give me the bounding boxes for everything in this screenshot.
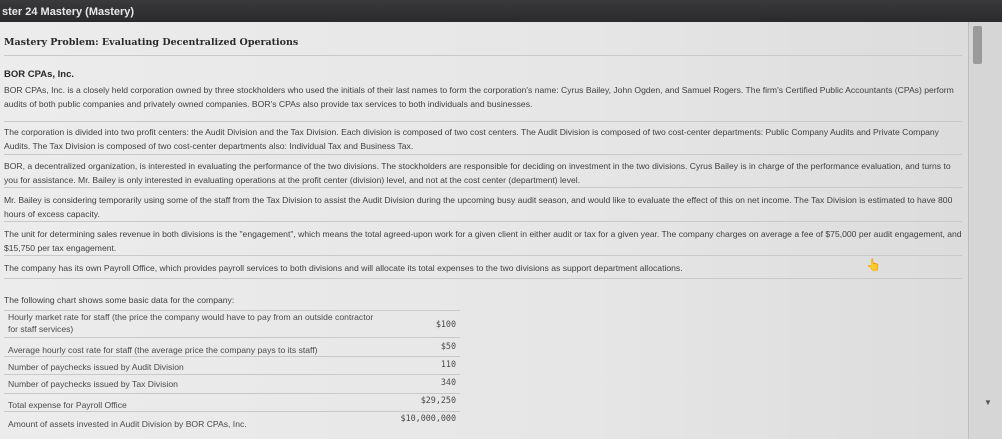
table-row-value: $100 bbox=[435, 319, 456, 329]
divider bbox=[4, 121, 962, 122]
paragraph-intro: BOR CPAs, Inc. is a closely held corporation owned by three stockholders who used the initials of their last names to form the corporation's name: Cyrus Bailey, John Ogden, and Samuel Rogers. The firm's Certified Public Accountants (CPAs) perform audits of both public companies and privately owned companies. BOR's CPAs also provide tax services to both individuals and businesses. bbox=[4, 85, 954, 109]
table-row-value: 340 bbox=[440, 377, 456, 387]
divider bbox=[4, 221, 962, 222]
table-row-rule bbox=[4, 393, 460, 394]
table-row-label: Average hourly cost rate for staff (the average price the company pays to its staff) bbox=[8, 345, 318, 355]
paragraph-chart-intro: The following chart shows some basic data for the company: bbox=[4, 295, 235, 305]
divider bbox=[4, 255, 962, 256]
divider bbox=[4, 187, 962, 188]
paragraph-engagement: The unit for determining sales revenue in both divisions is the "engagement", which means the total agreed-upon work for a given client in either audit or tax for a given year. The company charges on average a fee of $75,000 per audit engagement, and $15,750 per tax engagement. bbox=[4, 229, 962, 253]
table-row-label: Amount of assets invested in Audit Division by BOR CPAs, Inc. bbox=[8, 419, 247, 429]
scroll-down-arrow-icon[interactable]: ▼ bbox=[984, 398, 992, 407]
table-row-rule bbox=[4, 356, 460, 357]
divider bbox=[4, 154, 962, 155]
table-row-rule bbox=[4, 411, 460, 412]
paragraph-payroll: The company has its own Payroll Office, which provides payroll services to both divisions and will allocate its total expenses to the two divisions as support department allocations. bbox=[4, 263, 683, 273]
divider bbox=[4, 55, 962, 56]
mouse-pointer-icon: 👆 bbox=[866, 258, 881, 272]
paragraph-evaluation: BOR, a decentralized organization, is interested in evaluating the performance of the two divisions. The stockholders are responsible for deciding on investment in the two divisions. Cyrus Bailey is in charge of the performance evaluation, and turns to you for assistance. Mr. Bailey is only interested in evaluating operations at the profit center (division) level, and not at the cost center (department) level. bbox=[4, 161, 951, 185]
table-row-rule bbox=[4, 337, 460, 338]
paragraph-divisions: The corporation is divided into two profit centers: the Audit Division and the Tax Division. Each division is composed of two cost centers. The Audit Division is composed of two cost-center departments: Public Company Audits and Private Company Audits. The Tax Division is composed of two cost-center departments also: Individual Tax and Business Tax. bbox=[4, 127, 939, 151]
scrollbar-thumb[interactable] bbox=[973, 26, 982, 64]
table-row-value: $10,000,000 bbox=[400, 413, 456, 423]
problem-content bbox=[0, 22, 968, 439]
table-row-value: $50 bbox=[440, 341, 456, 351]
paragraph-staffing: Mr. Bailey is considering temporarily using some of the staff from the Tax Division to assist the Audit Division during the upcoming busy audit season, and would like to evaluate the effect of this on net income. The Tax Division is estimated to have 800 hours of excess capacity. bbox=[4, 195, 953, 219]
table-row-value: 110 bbox=[440, 359, 456, 369]
table-row-label: Number of paychecks issued by Tax Division bbox=[8, 379, 178, 389]
table-row-rule bbox=[4, 374, 460, 375]
vertical-scrollbar[interactable] bbox=[968, 22, 1002, 439]
table-row-label: Total expense for Payroll Office bbox=[8, 400, 127, 410]
table-row-value: $29,250 bbox=[420, 395, 456, 405]
divider bbox=[4, 278, 962, 279]
company-heading: BOR CPAs, Inc. bbox=[4, 69, 75, 80]
table-row-label: Hourly market rate for staff (the price the company would have to pay from an outside contractor for staff services) bbox=[8, 312, 374, 334]
window-title-bar bbox=[0, 0, 1002, 22]
problem-title: Mastery Problem: Evaluating Decentralized Operations bbox=[4, 37, 299, 48]
table-row-label: Number of paychecks issued by Audit Division bbox=[8, 362, 184, 372]
window-title: ster 24 Mastery (Mastery) bbox=[2, 6, 135, 18]
